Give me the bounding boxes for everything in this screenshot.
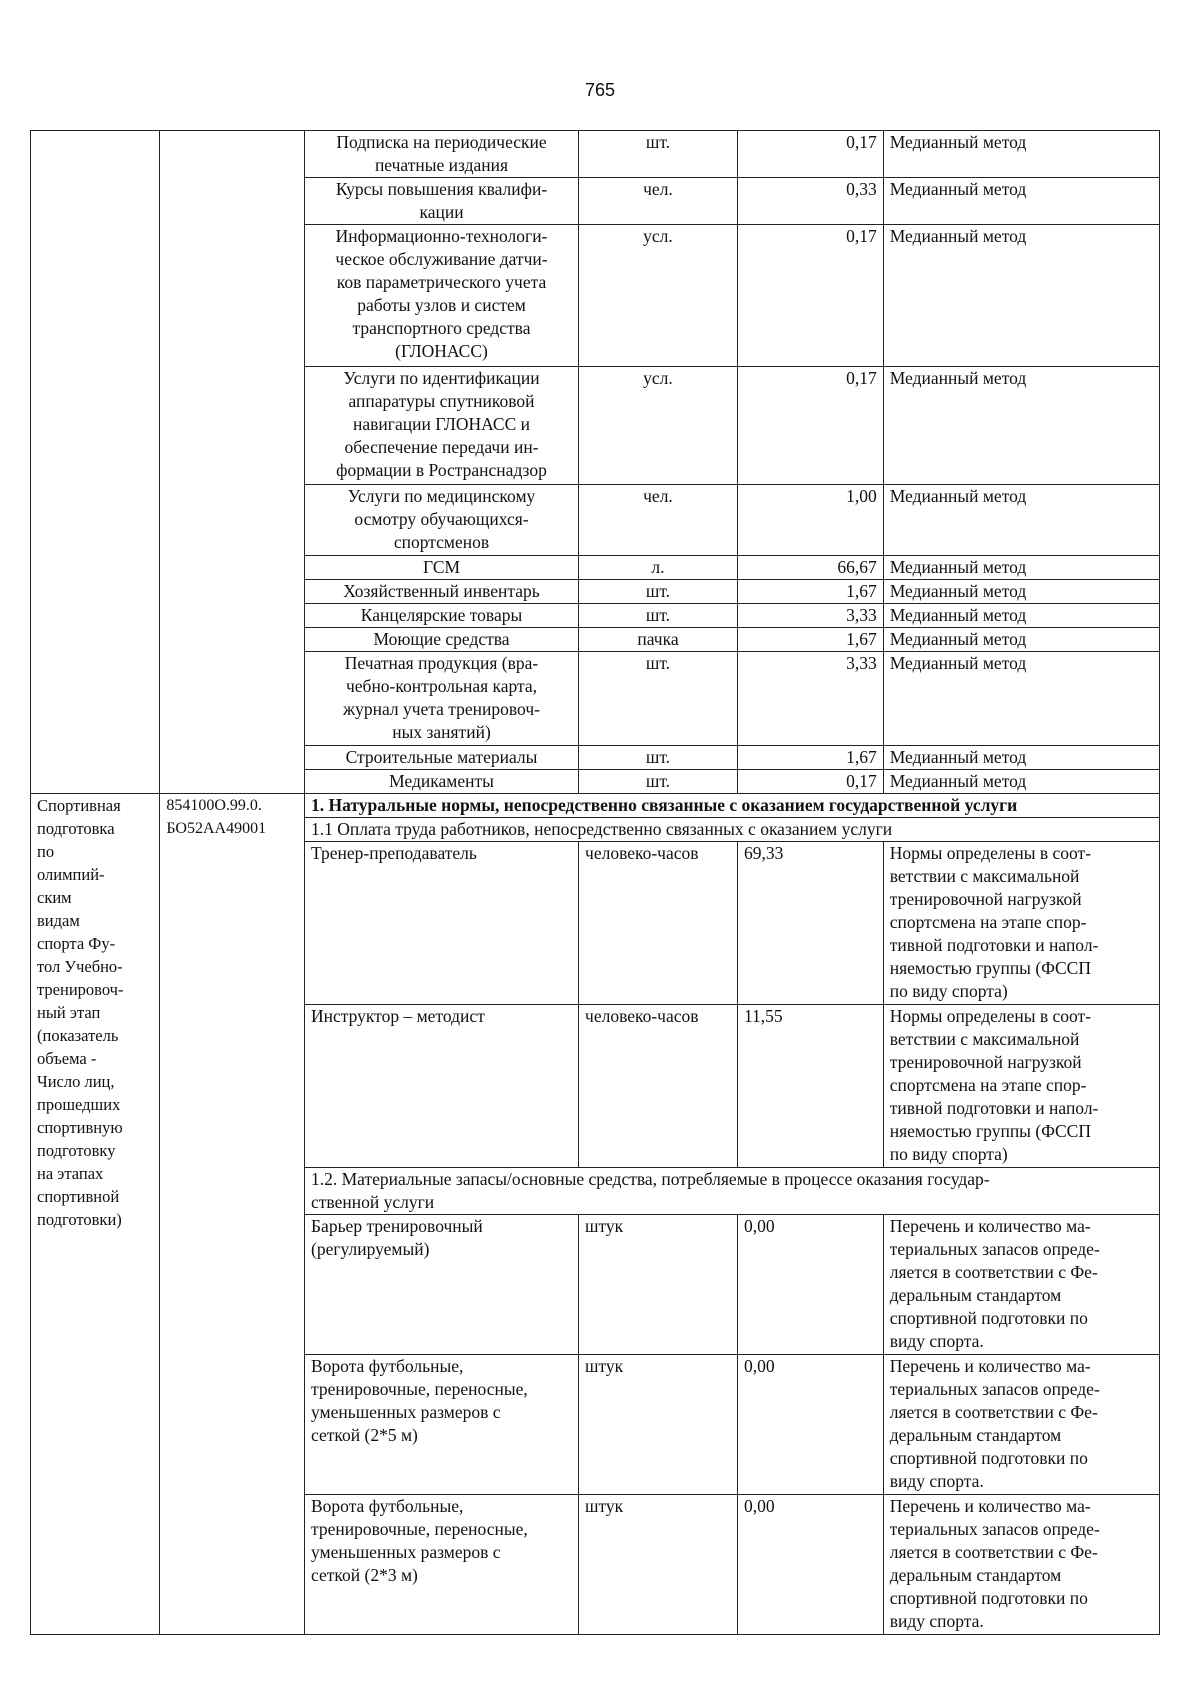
item-method: Медианный метод	[883, 770, 1159, 794]
item-name: Подписка на периодические печатные издания	[305, 131, 579, 178]
material-name: Ворота футбольные, тренировочные, переносные, уменьшенных размеров с сеткой (2*5 м)	[305, 1355, 579, 1495]
item-unit: шт.	[579, 580, 738, 604]
item-method: Медианный метод	[883, 131, 1159, 178]
staff-note: Нормы определены в соот- ветствии с максимальной тренировочной нагрузкой спортсмена на этапе спор- тивной подготовки и напол- няемостью группы (ФССП по виду спорта)	[883, 1005, 1159, 1168]
staff-unit: человеко-часов	[579, 1005, 738, 1168]
item-value: 0,17	[737, 367, 883, 485]
section-heading-1-2: 1.2. Материальные запасы/основные средства, потребляемые в процессе оказания государ- ственной услуги	[305, 1168, 1160, 1215]
item-method: Медианный метод	[883, 225, 1159, 367]
item-unit: шт.	[579, 746, 738, 770]
item-value: 1,67	[737, 628, 883, 652]
material-name: Ворота футбольные, тренировочные, переносные, уменьшенных размеров с сеткой (2*3 м)	[305, 1495, 579, 1635]
material-unit: штук	[579, 1495, 738, 1635]
material-note: Перечень и количество ма- териальных запасов опреде- ляется в соответствии с Фе- деральным стандартом спортивной подготовки по виду спорта.	[883, 1355, 1159, 1495]
item-value: 3,33	[737, 604, 883, 628]
item-value: 1,00	[737, 485, 883, 556]
material-unit: штук	[579, 1355, 738, 1495]
item-value: 0,17	[737, 131, 883, 178]
item-method: Медианный метод	[883, 556, 1159, 580]
item-value: 0,33	[737, 178, 883, 225]
item-value: 3,33	[737, 652, 883, 746]
empty-service-cell	[31, 131, 160, 794]
item-unit: шт.	[579, 652, 738, 746]
item-name: Медикаменты	[305, 770, 579, 794]
item-name: Услуги по идентификации аппаратуры спутниковой навигации ГЛОНАСС и обеспечение передачи ин- формации в Ространснадзор	[305, 367, 579, 485]
material-name: Барьер тренировочный (регулируемый)	[305, 1215, 579, 1355]
material-value: 0,00	[737, 1215, 883, 1355]
section-heading-1: 1. Натуральные нормы, непосредственно связанные с оказанием государственной услуги	[305, 794, 1160, 818]
item-name: Канцелярские товары	[305, 604, 579, 628]
item-unit: чел.	[579, 178, 738, 225]
item-method: Медианный метод	[883, 367, 1159, 485]
item-name: Моющие средства	[305, 628, 579, 652]
item-method: Медианный метод	[883, 652, 1159, 746]
staff-unit: человеко-часов	[579, 842, 738, 1005]
item-method: Медианный метод	[883, 178, 1159, 225]
item-unit: шт.	[579, 770, 738, 794]
item-name: Строительные материалы	[305, 746, 579, 770]
item-name: Информационно-технологи- ческое обслуживание датчи- ков параметрического учета работы узлов и систем транспортного средства (ГЛОНАСС)	[305, 225, 579, 367]
material-unit: штук	[579, 1215, 738, 1355]
item-unit: л.	[579, 556, 738, 580]
material-value: 0,00	[737, 1355, 883, 1495]
item-method: Медианный метод	[883, 628, 1159, 652]
item-method: Медианный метод	[883, 746, 1159, 770]
item-value: 66,67	[737, 556, 883, 580]
material-note: Перечень и количество ма- териальных запасов опреде- ляется в соответствии с Фе- деральным стандартом спортивной подготовки по виду спорта.	[883, 1495, 1159, 1635]
material-note: Перечень и количество ма- териальных запасов опреде- ляется в соответствии с Фе- деральным стандартом спортивной подготовки по виду спорта.	[883, 1215, 1159, 1355]
item-unit: усл.	[579, 225, 738, 367]
staff-value: 11,55	[737, 1005, 883, 1168]
staff-note: Нормы определены в соот- ветствии с максимальной тренировочной нагрузкой спортсмена на этапе спор- тивной подготовки и напол- няемостью группы (ФССП по виду спорта)	[883, 842, 1159, 1005]
item-method: Медианный метод	[883, 580, 1159, 604]
item-value: 0,17	[737, 770, 883, 794]
staff-name: Инструктор – методист	[305, 1005, 579, 1168]
material-value: 0,00	[737, 1495, 883, 1635]
item-method: Медианный метод	[883, 485, 1159, 556]
staff-name: Тренер-преподаватель	[305, 842, 579, 1005]
service-code: 854100О.99.0. БО52АА49001	[160, 794, 305, 1635]
table-row	[31, 131, 1160, 178]
item-unit: шт.	[579, 131, 738, 178]
item-unit: чел.	[579, 485, 738, 556]
item-value: 0,17	[737, 225, 883, 367]
page-number: 765	[584, 80, 616, 100]
item-unit: шт.	[579, 604, 738, 628]
item-unit: усл.	[579, 367, 738, 485]
item-unit: пачка	[579, 628, 738, 652]
norms-table	[30, 130, 1160, 1635]
item-name: Курсы повышения квалифи- кации	[305, 178, 579, 225]
item-method: Медианный метод	[883, 604, 1159, 628]
section-heading-1-1: 1.1 Оплата труда работников, непосредственно связанных с оказанием услуги	[305, 818, 1160, 842]
item-name: Хозяйственный инвентарь	[305, 580, 579, 604]
item-name: ГСМ	[305, 556, 579, 580]
item-value: 1,67	[737, 746, 883, 770]
staff-value: 69,33	[737, 842, 883, 1005]
service-name: Спортивная подготовка по олимпий- ским видам спорта Фу- тол Учебно- тренировоч- ный этап (показатель объема - Число лиц, прошедших спортивную подготовку на этапах спортивной подготовки)	[31, 794, 160, 1635]
empty-code-cell	[160, 131, 305, 794]
table-row	[31, 794, 1160, 818]
item-name: Печатная продукция (вра- чебно-контрольная карта, журнал учета тренировоч- ных занятий)	[305, 652, 579, 746]
item-value: 1,67	[737, 580, 883, 604]
item-name: Услуги по медицинскому осмотру обучающихся- спортсменов	[305, 485, 579, 556]
